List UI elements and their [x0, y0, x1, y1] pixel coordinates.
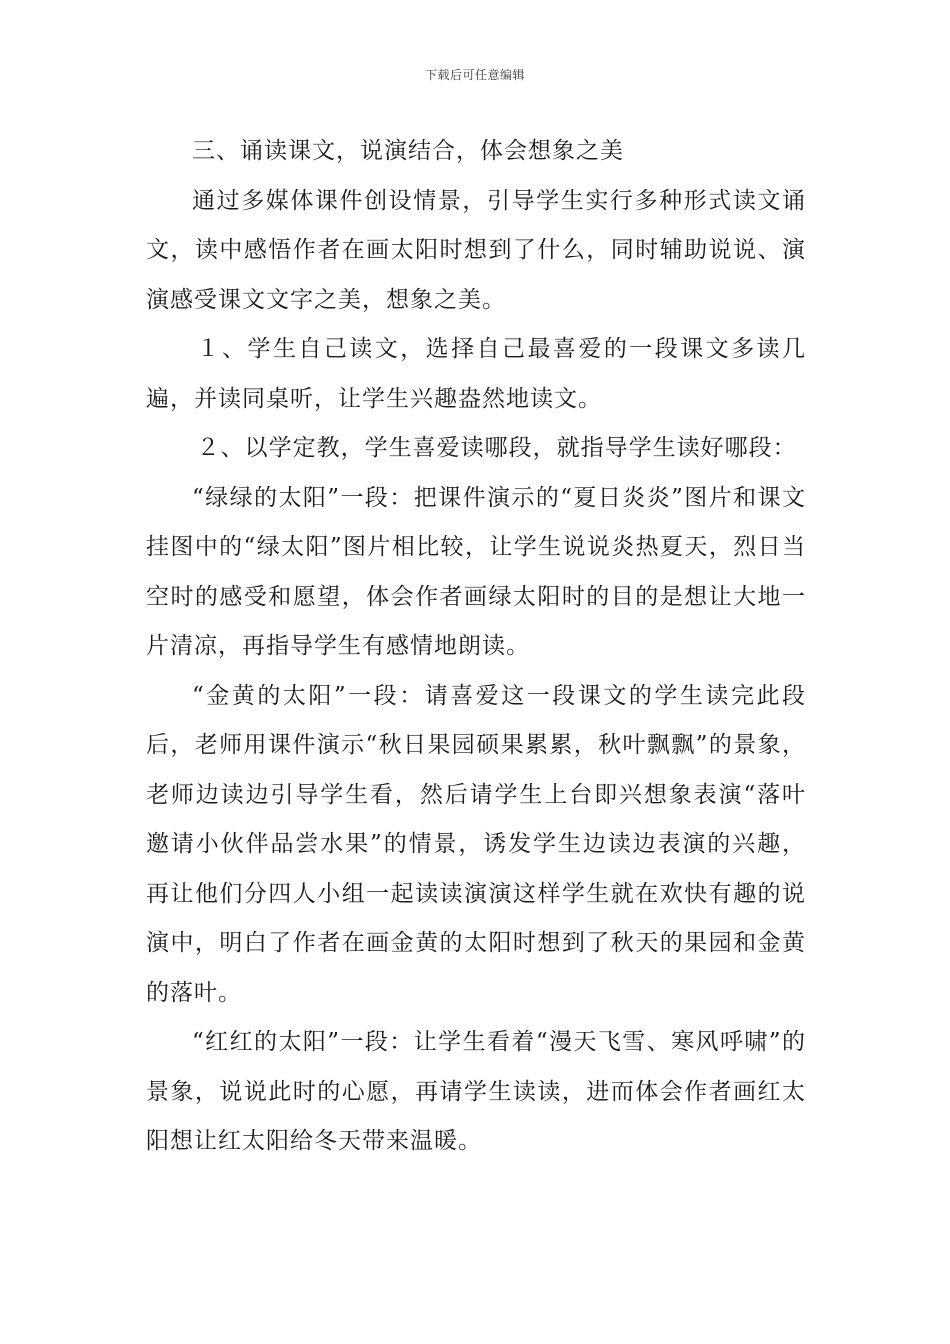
paragraph-step-2: ２、以学定教，学生喜爱读哪段，就指导学生读好哪段： [196, 435, 797, 461]
paragraph-step-1: １、学生自己读文，选择自己最喜爱的一段课文多读几遍，并读同桌听，让学生兴趣盎然地读文。 [146, 336, 806, 412]
paragraph-intro: 通过多媒体课件创设情景，引导学生实行多种形式读文诵文，读中感悟作者在画太阳时想到了什么，同时辅助说说、演演感受课文文字之美，想象之美。 [146, 187, 806, 313]
document-body [146, 127, 806, 1167]
paragraph-golden-sun: “金黄的太阳”一段：请喜爱这一段课文的学生读完此段后，老师用课件演示“秋日果园硕果累累，秋叶飘飘”的景象，老师边读边引导学生看，然后请学生上台即兴想象表演“落叶邀请小伙伴品尝水果”的情景，诱发学生边读边表演的兴趣，再让他们分四人小组一起读读演演这样学生就在欢快有趣的说演中，明白了作者在画金黄的太阳时想到了秋天的果园和金黄的落叶。 [146, 682, 806, 1006]
section-heading: 三、诵读课文，说演结合，体会想象之美 [192, 138, 624, 164]
paragraph-green-sun: “绿绿的太阳”一段：把课件演示的“夏日炎炎”图片和课文挂图中的“绿太阳”图片相比较，让学生说说炎热夏天，烈日当空时的感受和愿望，体会作者画绿太阳时的目的是想让大地一片清凉，再指导学生有感情地朗读。 [146, 484, 806, 659]
paragraph-red-sun: “红红的太阳”一段：让学生看着“漫天飞雪、寒风呼啸”的景象，说说此时的心愿，再请学生读读，进而体会作者画红太阳想让红太阳给冬天带来温暖。 [146, 1029, 806, 1154]
page-header-note: 下载后可任意编辑 [424, 68, 525, 82]
